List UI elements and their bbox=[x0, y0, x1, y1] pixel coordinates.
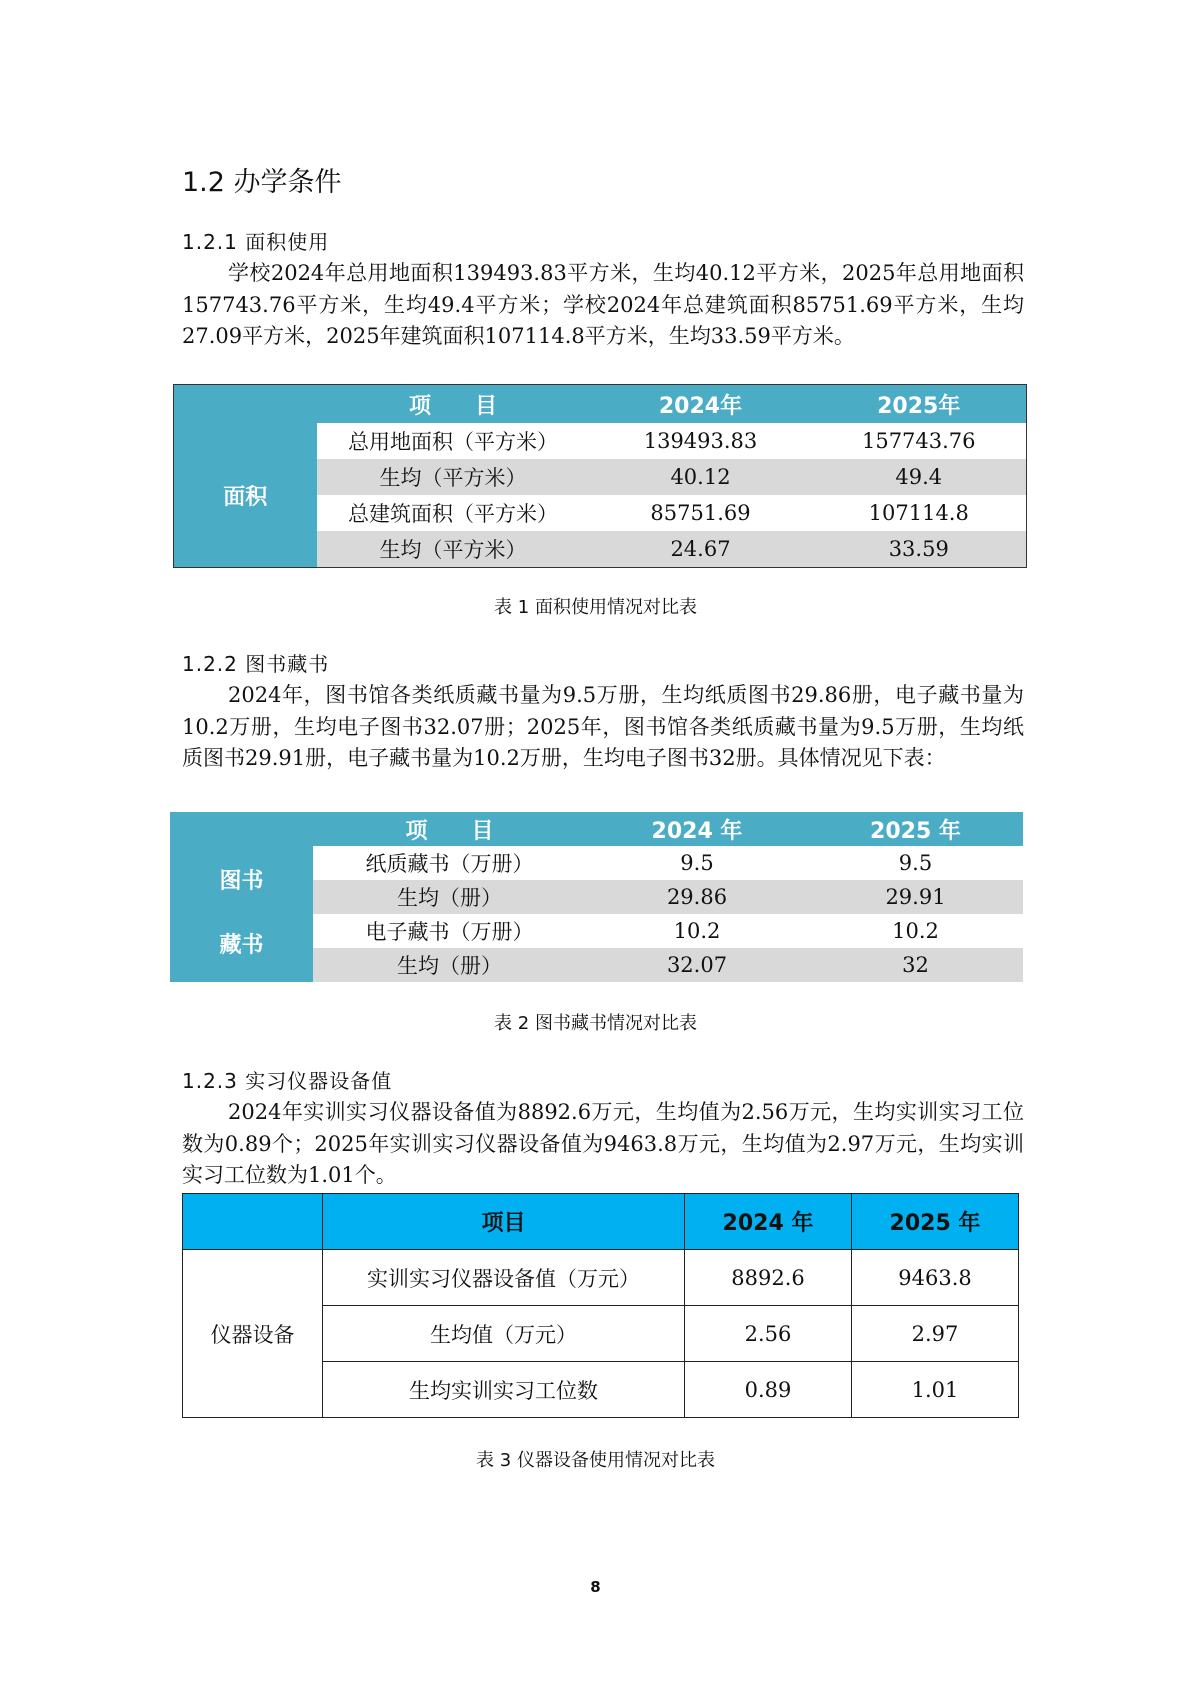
header-2024: 2024年 bbox=[590, 385, 812, 424]
group-label-line1: 图书 bbox=[219, 869, 264, 894]
row-label: 总建筑面积（平方米） bbox=[348, 502, 558, 526]
paragraph-area: 学校2024年总用地面积139493.83平方米，生均40.12平方米，2025年总用地面积157743.76平方米，生均49.4平方米；学校2024年总建筑面积85751.69平方米，生均27.09平方米，2025年建筑面积107114.8平方米，生均33.59平方米。 bbox=[182, 261, 1024, 348]
row-label: 生均值（万元） bbox=[323, 1306, 685, 1362]
row-label: 生均（册） bbox=[313, 948, 586, 982]
equipment-table bbox=[182, 1193, 1019, 1418]
header-blank bbox=[170, 812, 313, 846]
group-label: 仪器设备 bbox=[183, 1250, 323, 1418]
header-2024: 2024 年 bbox=[586, 812, 808, 846]
row-label: 生均（册） bbox=[313, 880, 586, 914]
row-label: 生均实训实习工位数 bbox=[323, 1362, 685, 1418]
value-2024: 85751.69 bbox=[650, 501, 751, 525]
value-2024: 29.86 bbox=[586, 880, 808, 914]
subsection-heading-library: 1.2.2 图书藏书 bbox=[182, 652, 330, 676]
table-row bbox=[183, 1250, 1019, 1306]
row-label: 总用地面积（平方米） bbox=[348, 430, 558, 454]
value-2025: 9463.8 bbox=[852, 1250, 1019, 1306]
value-2024: 0.89 bbox=[685, 1362, 852, 1418]
header-blank bbox=[183, 1194, 323, 1250]
header-blank bbox=[174, 385, 317, 424]
table-caption: 表 2 图书藏书情况对比表 bbox=[494, 1013, 697, 1034]
row-label: 纸质藏书（万册） bbox=[365, 852, 534, 876]
library-table bbox=[170, 812, 1023, 982]
paragraph-library: 2024年，图书馆各类纸质藏书量为9.5万册，生均纸质图书29.86册，电子藏书量为10.2万册，生均电子图书32.07册；2025年，图书馆各类纸质藏书量为9.5万册，生均纸质图书29.91册，电子藏书量为10.2万册，生均电子图书32册。具体情况见下表： bbox=[182, 683, 1024, 770]
value-2025: 10.2 bbox=[892, 919, 939, 943]
value-2024: 139493.83 bbox=[643, 429, 758, 453]
value-2025: 9.5 bbox=[898, 851, 933, 875]
table-header-row bbox=[183, 1194, 1019, 1250]
row-label: 实训实习仪器设备值（万元） bbox=[323, 1250, 685, 1306]
row-label: 生均（平方米） bbox=[317, 459, 590, 495]
value-2025: 107114.8 bbox=[868, 501, 969, 525]
value-2025: 49.4 bbox=[812, 459, 1027, 495]
value-2024: 10.2 bbox=[673, 919, 721, 943]
value-2025: 1.01 bbox=[852, 1362, 1019, 1418]
value-2024: 40.12 bbox=[590, 459, 812, 495]
row-label: 电子藏书（万册） bbox=[365, 920, 534, 944]
header-item: 项 目 bbox=[317, 385, 590, 424]
subsection-heading-area: 1.2.1 面积使用 bbox=[182, 230, 330, 254]
value-2025: 157743.76 bbox=[861, 429, 976, 453]
value-2024: 32.07 bbox=[586, 948, 808, 982]
group-label-line2: 藏书 bbox=[219, 933, 264, 958]
header-2025: 2025 年 bbox=[808, 812, 1023, 846]
table-header-row bbox=[174, 385, 1027, 424]
table-header-row bbox=[170, 812, 1023, 846]
group-label bbox=[170, 846, 313, 982]
header-item: 项目 bbox=[323, 1194, 685, 1250]
value-2025: 33.59 bbox=[812, 531, 1027, 568]
row-label: 生均（平方米） bbox=[317, 531, 590, 568]
subsection-heading-equipment: 1.2.3 实习仪器设备值 bbox=[182, 1069, 393, 1093]
value-2025: 29.91 bbox=[808, 880, 1023, 914]
table-caption: 表 1 面积使用情况对比表 bbox=[494, 597, 697, 618]
value-2025: 32 bbox=[808, 948, 1023, 982]
value-2024: 2.56 bbox=[685, 1306, 852, 1362]
value-2024: 8892.6 bbox=[685, 1250, 852, 1306]
area-table bbox=[173, 384, 1027, 568]
header-item: 项 目 bbox=[313, 812, 586, 846]
paragraph-equipment: 2024年实训实习仪器设备值为8892.6万元，生均值为2.56万元，生均实训实习工位数为0.89个；2025年实训实习仪器设备值为9463.8万元，生均值为2.97万元，生均实训实习工位数为1.01个。 bbox=[182, 1100, 1024, 1187]
value-2024: 24.67 bbox=[590, 531, 812, 568]
page-number: 8 bbox=[590, 1578, 601, 1596]
value-2024: 9.5 bbox=[680, 851, 714, 875]
table-caption: 表 3 仪器设备使用情况对比表 bbox=[476, 1450, 715, 1471]
table-row bbox=[170, 846, 1023, 880]
header-2025: 2025年 bbox=[812, 385, 1027, 424]
value-2025: 2.97 bbox=[852, 1306, 1019, 1362]
section-title: 1.2 办学条件 bbox=[182, 167, 342, 198]
group-label: 面积 bbox=[174, 423, 317, 568]
header-2025: 2025 年 bbox=[852, 1194, 1019, 1250]
header-2024: 2024 年 bbox=[685, 1194, 852, 1250]
table-row bbox=[174, 423, 1027, 459]
